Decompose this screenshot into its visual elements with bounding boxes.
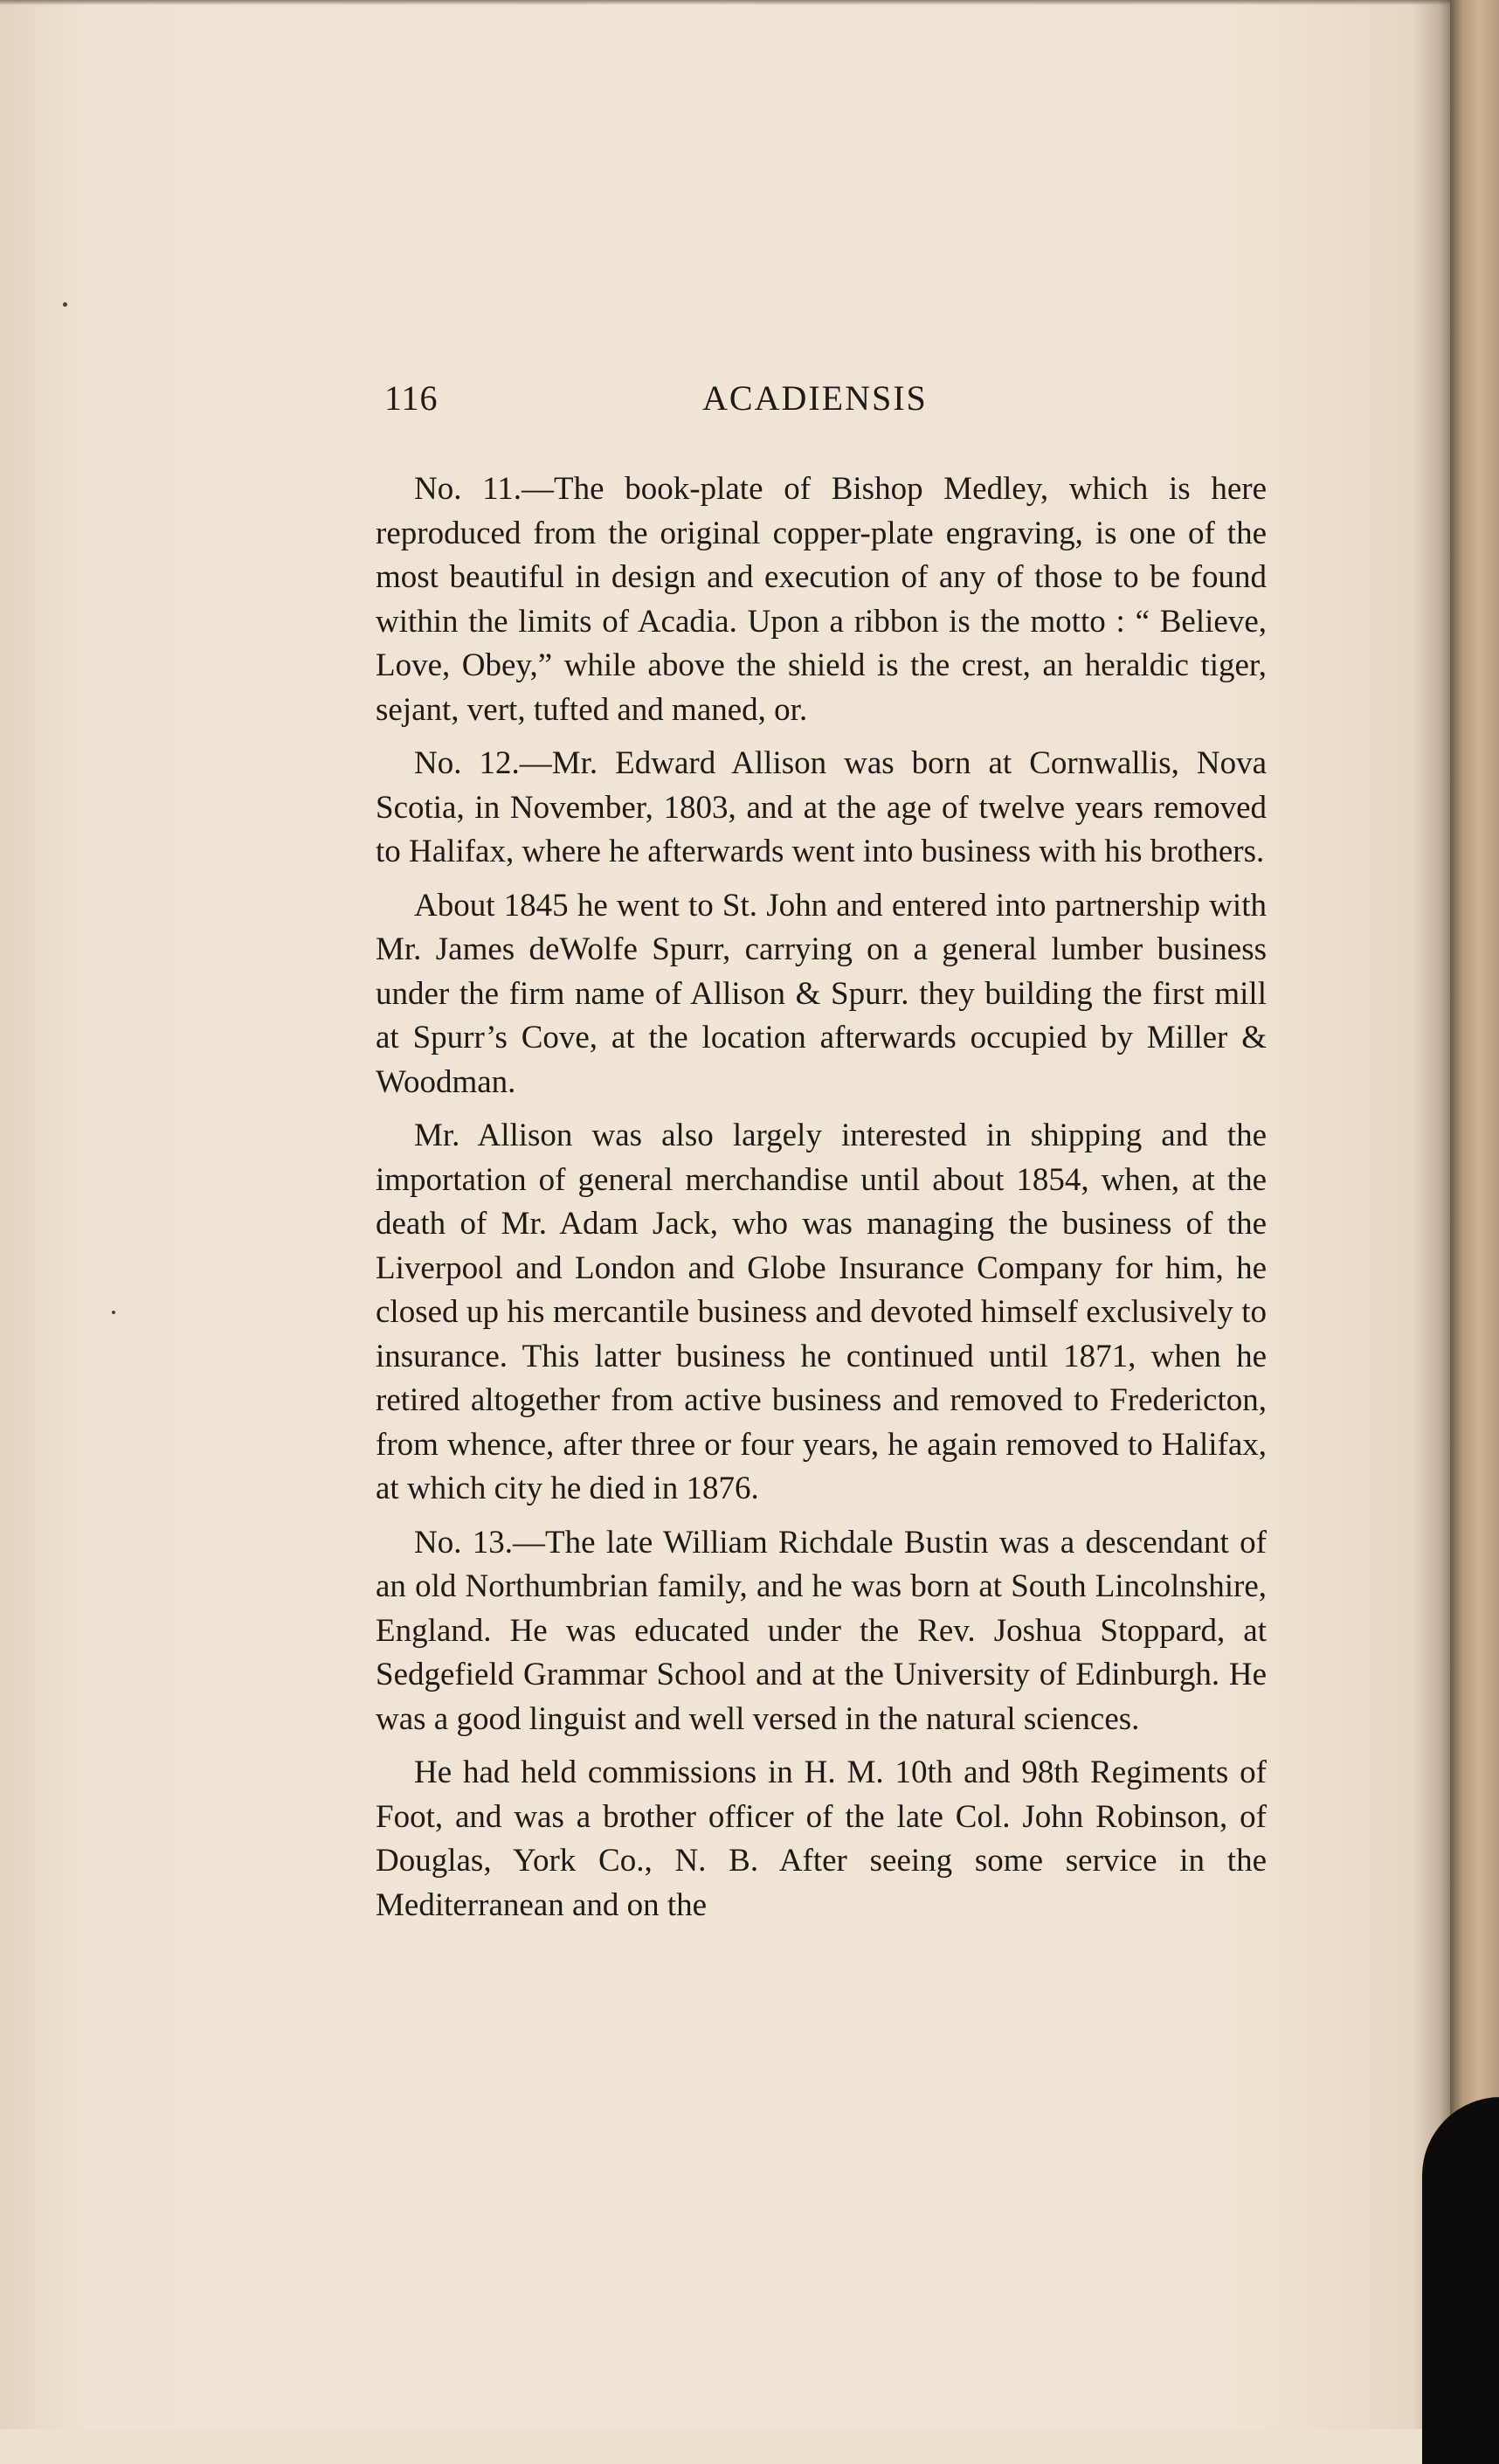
binding-shadow bbox=[1422, 2097, 1499, 2464]
page-top-edge bbox=[0, 0, 1450, 5]
paragraph-allison-partnership: About 1845 he went to St. John and entered into partnership with Mr. James deWolfe Spurr, carrying on a general lumber business under the firm name of Allison & Spurr. they building the first mill at Spurr’s Cove, at the location afterwards occupied by Miller & Woodman. bbox=[376, 887, 1267, 1100]
paper-speck bbox=[112, 1311, 115, 1314]
paper-speck bbox=[63, 302, 67, 307]
gutter-shadow bbox=[1413, 0, 1455, 2429]
paragraph-no-13: No. 13.—The late William Richdale Bustin was a descendant of an old Northumbrian family, and he was born at South Lincolnshire, England. He was educated under the Rev. Joshua Stoppard, at Sedgefield Grammar School and at the University of Edinburgh. He was a good linguist and well versed in the natural sciences. bbox=[376, 1524, 1267, 1737]
paragraph-no-12: No. 12.—Mr. Edward Allison was born at Cornwallis, Nova Scotia, in November, 1803, and at the age of twelve years removed to Halifax, where he afterwards went into business with his brothers. bbox=[376, 745, 1267, 869]
running-head: ACADIENSIS bbox=[702, 378, 928, 418]
page-number: 116 bbox=[384, 378, 439, 418]
paragraph-no-11: No. 11.—The book-plate of Bishop Medley, which is here reproduced from the original copper-plate engraving, is one of the most beautiful in design and execution of any of those to be found within the limits of Acadia. Upon a ribbon is the motto : “ Believe, Love, Obey,” while above the shield is the crest, an heraldic tiger, sejant, vert, tufted and maned, or. bbox=[376, 471, 1267, 728]
paragraph-allison-insurance: Mr. Allison was also largely interested in shipping and the importation of general merchandise until about 1854, when, at the death of Mr. Adam Jack, who was managing the business of the Liverpool and London and Globe Insurance Company for him, he closed up his mercantile business and devoted himself exclusively to insurance. This latter business he continued until 1871, when he retired altogether from active business and removed to Fredericton, from whence, after three or four years, he again removed to Halifax, at which city he died in 1876. bbox=[376, 1118, 1267, 1506]
book-edge bbox=[1450, 0, 1499, 2429]
paragraph-bustin-commissions: He had held commissions in H. M. 10th and 98th Regiments of Foot, and was a brother officer of the late Col. John Robinson, of Douglas, York Co., N. B. After seeing some service in the Mediterranean and on the bbox=[376, 1755, 1267, 1923]
page-header bbox=[381, 377, 1254, 430]
body-text bbox=[376, 467, 1267, 1937]
